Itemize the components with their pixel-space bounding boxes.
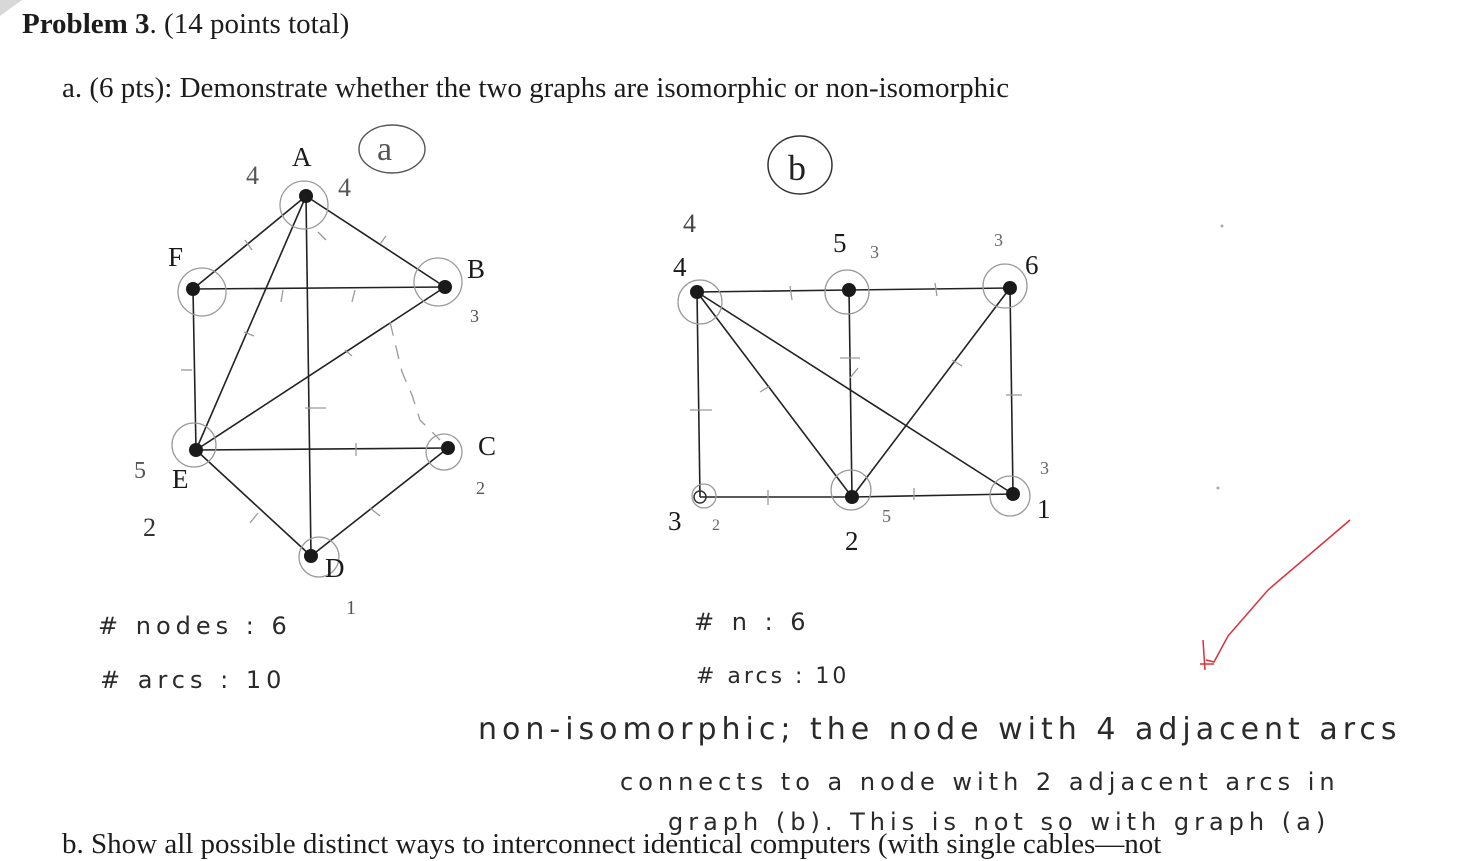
degree-note-A-left: 4 (246, 161, 259, 190)
degree-note-3: 2 (712, 517, 720, 534)
edge-2-1 (852, 494, 1013, 497)
graph-a (193, 196, 448, 556)
part-a-prompt: a. (6 pts): Demonstrate whether the two graphs are isomorphic or non-isomorphic (62, 72, 1010, 104)
graph-a-arcs-count: # arcs : 10 (100, 666, 287, 694)
edge-4-3 (697, 292, 700, 497)
edge-6-1 (1010, 288, 1013, 494)
stray-dots (1217, 225, 1224, 490)
graph-b-nodes-count: # n : 6 (694, 608, 811, 636)
label-6: 6 (1025, 250, 1039, 280)
part-b-prompt: b. Show all possible distinct ways to interconnect identical computers (with single cables—not (62, 828, 1162, 860)
answer-line-1: non-isomorphic; the node with 4 adjacent arcs (478, 712, 1402, 747)
edge-6-2 (852, 288, 1010, 497)
degree-note-6: 3 (994, 230, 1003, 250)
answer-line-3: graph (b). This is not so with graph (a) (668, 808, 1331, 836)
label-E: E (172, 464, 189, 494)
edge-4-1 (697, 292, 1013, 494)
label-C: C (478, 431, 497, 461)
page-corner (0, 0, 22, 16)
node-5 (842, 283, 856, 297)
node-2 (845, 490, 859, 504)
circle-label-a-text: a (377, 131, 393, 168)
grading-check-mark (1200, 520, 1350, 670)
circle-label-b-text: b (788, 148, 806, 188)
edge-5-6 (849, 288, 1010, 290)
node-D (304, 549, 318, 563)
label-5: 5 (833, 228, 847, 258)
label-1: 1 (1037, 494, 1051, 524)
degree-note-2: 5 (882, 506, 891, 526)
label-4: 4 (673, 252, 687, 282)
degree-note-5: 3 (870, 242, 879, 262)
label-3: 3 (668, 506, 682, 536)
edge-F-E (193, 289, 196, 450)
degree-note-C: 2 (476, 478, 485, 498)
node-1 (1006, 487, 1020, 501)
degree-note-D: 1 (346, 597, 356, 619)
degree-note-4: 4 (683, 209, 696, 238)
circle-label-a (359, 125, 425, 173)
graph-a-pencil-marks (172, 181, 462, 577)
edge-F-B (193, 287, 445, 289)
label-A: A (292, 142, 312, 172)
node-6 (1003, 281, 1017, 295)
edge-A-B (306, 196, 445, 287)
edge-4-2 (697, 292, 852, 497)
edge-A-F (193, 196, 306, 289)
graph-a-nodes-count: # nodes : 6 (98, 612, 292, 640)
degree-note-E-bottom: 2 (143, 513, 156, 542)
node-4 (690, 285, 704, 299)
edge-A-E (196, 196, 306, 450)
label-B: B (467, 254, 486, 284)
degree-note-1: 3 (1040, 458, 1049, 478)
label-D: D (325, 553, 345, 583)
graph-a-labels (168, 142, 496, 583)
answer-line-2: connects to a node with 2 adjacent arcs in (620, 768, 1340, 796)
degree-note-B: 3 (470, 306, 479, 326)
graph-a-nodes (186, 189, 455, 563)
graph-b (697, 288, 1013, 497)
edge-E-B (196, 287, 445, 450)
node-F (186, 282, 200, 296)
problem-number-label: Problem 3 (22, 8, 150, 40)
degree-note-E-top: 5 (134, 458, 146, 484)
node-A (299, 189, 313, 203)
node-B (438, 280, 452, 294)
graph-b-arcs-count: # arcs : 10 (696, 664, 850, 689)
problem-points: . (14 points total) (149, 8, 350, 40)
edge-E-C (196, 448, 448, 450)
edge-5-2 (849, 290, 852, 497)
node-E (189, 443, 203, 457)
edge-D-C (311, 448, 448, 556)
edge-E-D (196, 450, 311, 556)
label-2: 2 (845, 526, 859, 556)
circle-label-b (768, 136, 832, 194)
graph-b-pencil-marks (678, 264, 1030, 516)
label-F: F (168, 242, 184, 272)
degree-note-A-right: 4 (338, 173, 351, 202)
node-C (441, 441, 455, 455)
graph-b-degree-notes (683, 209, 1049, 534)
